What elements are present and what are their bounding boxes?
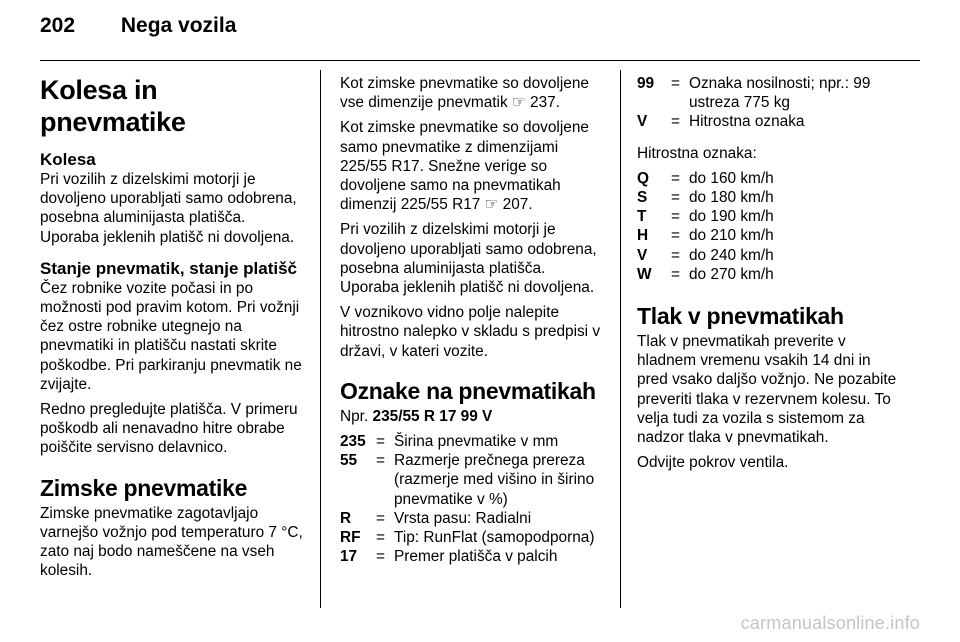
column-1 [40,74,304,586]
def-equals: = [671,246,680,264]
speed-value: do 270 km/h [689,265,774,283]
example-prefix: Npr. [340,407,369,425]
speed-label: Hitrostna oznaka: [637,144,757,162]
def-equals: = [671,208,680,226]
tlak-text-1: Tlak v pnevmatikah preverite v hladnem vremenu vsakih 14 dni in pred vsako daljšo vožnjo. Ne pozabite preveriti tlaka v rezervnem kolesu. To velja tudi za vozila s sistemom za nadzor tlaka v pnevmatikah. [637,333,897,447]
def-value: Tip: RunFlat (samopodporna) [394,529,595,547]
tire-code-definitions [340,432,604,566]
example-code: 235/55 R 17 99 V [372,407,493,425]
def-key: 17 [340,548,358,566]
oznake-title: Oznake na pnevmatikah [340,377,596,404]
def-key: 99 [637,75,655,92]
header-rule [40,60,920,61]
kolesa-text: Pri vozilih z dizelskimi motorji je dovoljeno uporabljati samo odobrena, posebna aluminijasta platišča. Uporaba jeklenih platišč ni dovoljena. [40,171,297,246]
def-value: Hitrostna oznaka [689,113,805,131]
page-number: 202 [40,14,76,37]
speed-key: H [637,227,649,245]
def-key: R [340,509,352,527]
column-3 [637,74,901,478]
tire-code-definitions-cont [637,74,901,132]
def-equals: = [376,509,385,527]
definition-row [340,451,604,509]
def-equals: = [376,452,385,470]
def-equals: = [376,529,385,547]
def-key: V [637,113,648,131]
subsection-kolesa-title: Kolesa [40,150,96,169]
speed-key: Q [637,169,649,187]
def-equals: = [671,227,680,245]
def-key: RF [340,529,361,547]
tlak-title: Tlak v pnevmatikah [637,303,844,330]
speed-row [637,207,901,226]
def-equals: = [376,548,385,566]
def-key: 235 [340,433,366,451]
watermark: carmanualsonline.info [740,613,920,633]
def-value: Vrsta pasu: Radialni [394,509,532,527]
def-equals: = [671,169,680,187]
col2-paragraph-2: Kot zimske pnevmatike so dovoljene samo pnevmatike z dimenzijami 225/55 R17. Snežne verige so dovoljene samo na pnevmatikah dimenzij 225/55 R17 ☞ 207. [340,119,589,214]
def-value: Premer platišča v palcih [394,548,558,566]
speed-ratings [637,169,901,284]
definition-row [340,509,604,528]
speed-key: S [637,189,648,207]
speed-row [637,246,901,265]
speed-value: do 210 km/h [689,227,774,245]
def-key: 55 [340,452,358,470]
def-equals: = [671,113,680,131]
column-divider-1 [320,70,321,608]
def-equals: = [671,75,680,92]
speed-key: V [637,246,648,264]
speed-row [637,226,901,245]
page-header [40,14,236,38]
speed-key: W [637,265,652,283]
col2-paragraph-3: Pri vozilih z dizelskimi motorji je dovoljeno uporabljati samo odobrena, posebna aluminijasta platišča. Uporaba jeklenih platišč ni dovoljena. [340,221,597,297]
tlak-text-2: Odvijte pokrov ventila. [637,454,789,472]
def-value: Oznaka nosilnosti; npr.: 99 ustreza 775 kg [689,75,871,112]
definition-row [340,432,604,451]
definition-row [637,74,901,112]
stanje-text-1: Čez robnike vozite počasi in po možnosti pod pravim kotom. Pri vožnji čez ostre robnike utegnejo na pnevmatiki in platišču nastati skrite poškodbe. Pri parkiranju pnevmatik ne zvijajte. [40,279,302,393]
def-value: Širina pnevmatike v mm [394,433,559,451]
column-2 [340,74,604,574]
speed-row [637,188,901,207]
def-equals: = [671,265,680,283]
speed-value: do 180 km/h [689,189,774,207]
zimske-text: Zimske pnevmatike zagotavljajo varnejšo vožnjo pod temperaturo 7 °C, zato naj bodo nameščene na vseh kolesih. [40,504,303,580]
chapter-title: Nega vozila [120,14,237,37]
speed-key: T [637,208,647,226]
example-line [340,407,604,426]
speed-row [637,265,901,284]
subsection-zimske-title: Zimske pnevmatike [40,474,248,501]
col2-paragraph-1: Kot zimske pnevmatike so dovoljene vse dimenzije pnevmatik ☞ 237. [340,75,589,112]
column-divider-2 [620,70,621,608]
speed-row [637,169,901,188]
def-value: Razmerje prečnega prereza (razmerje med višino in širino pnevmatike v %) [394,452,595,508]
stanje-text-2: Redno pregledujte platišča. V primeru poškodb ali nenavadno hitre obrabe poiščite servisno delavnico. [40,401,298,457]
speed-value: do 190 km/h [689,208,774,226]
def-equals: = [376,433,385,451]
definition-row [340,528,604,547]
speed-value: do 240 km/h [689,246,774,264]
subsection-stanje-title: Stanje pnevmatik, stanje platišč [40,258,297,278]
section-title: Kolesa in pnevmatike [40,75,186,137]
col2-paragraph-4: V voznikovo vidno polje nalepite hitrostno nalepko v skladu s predpisi v državi, v kateri vozite. [340,304,601,360]
definition-row [340,547,604,566]
definition-row [637,112,901,131]
speed-value: do 160 km/h [689,169,774,187]
def-equals: = [671,189,680,207]
